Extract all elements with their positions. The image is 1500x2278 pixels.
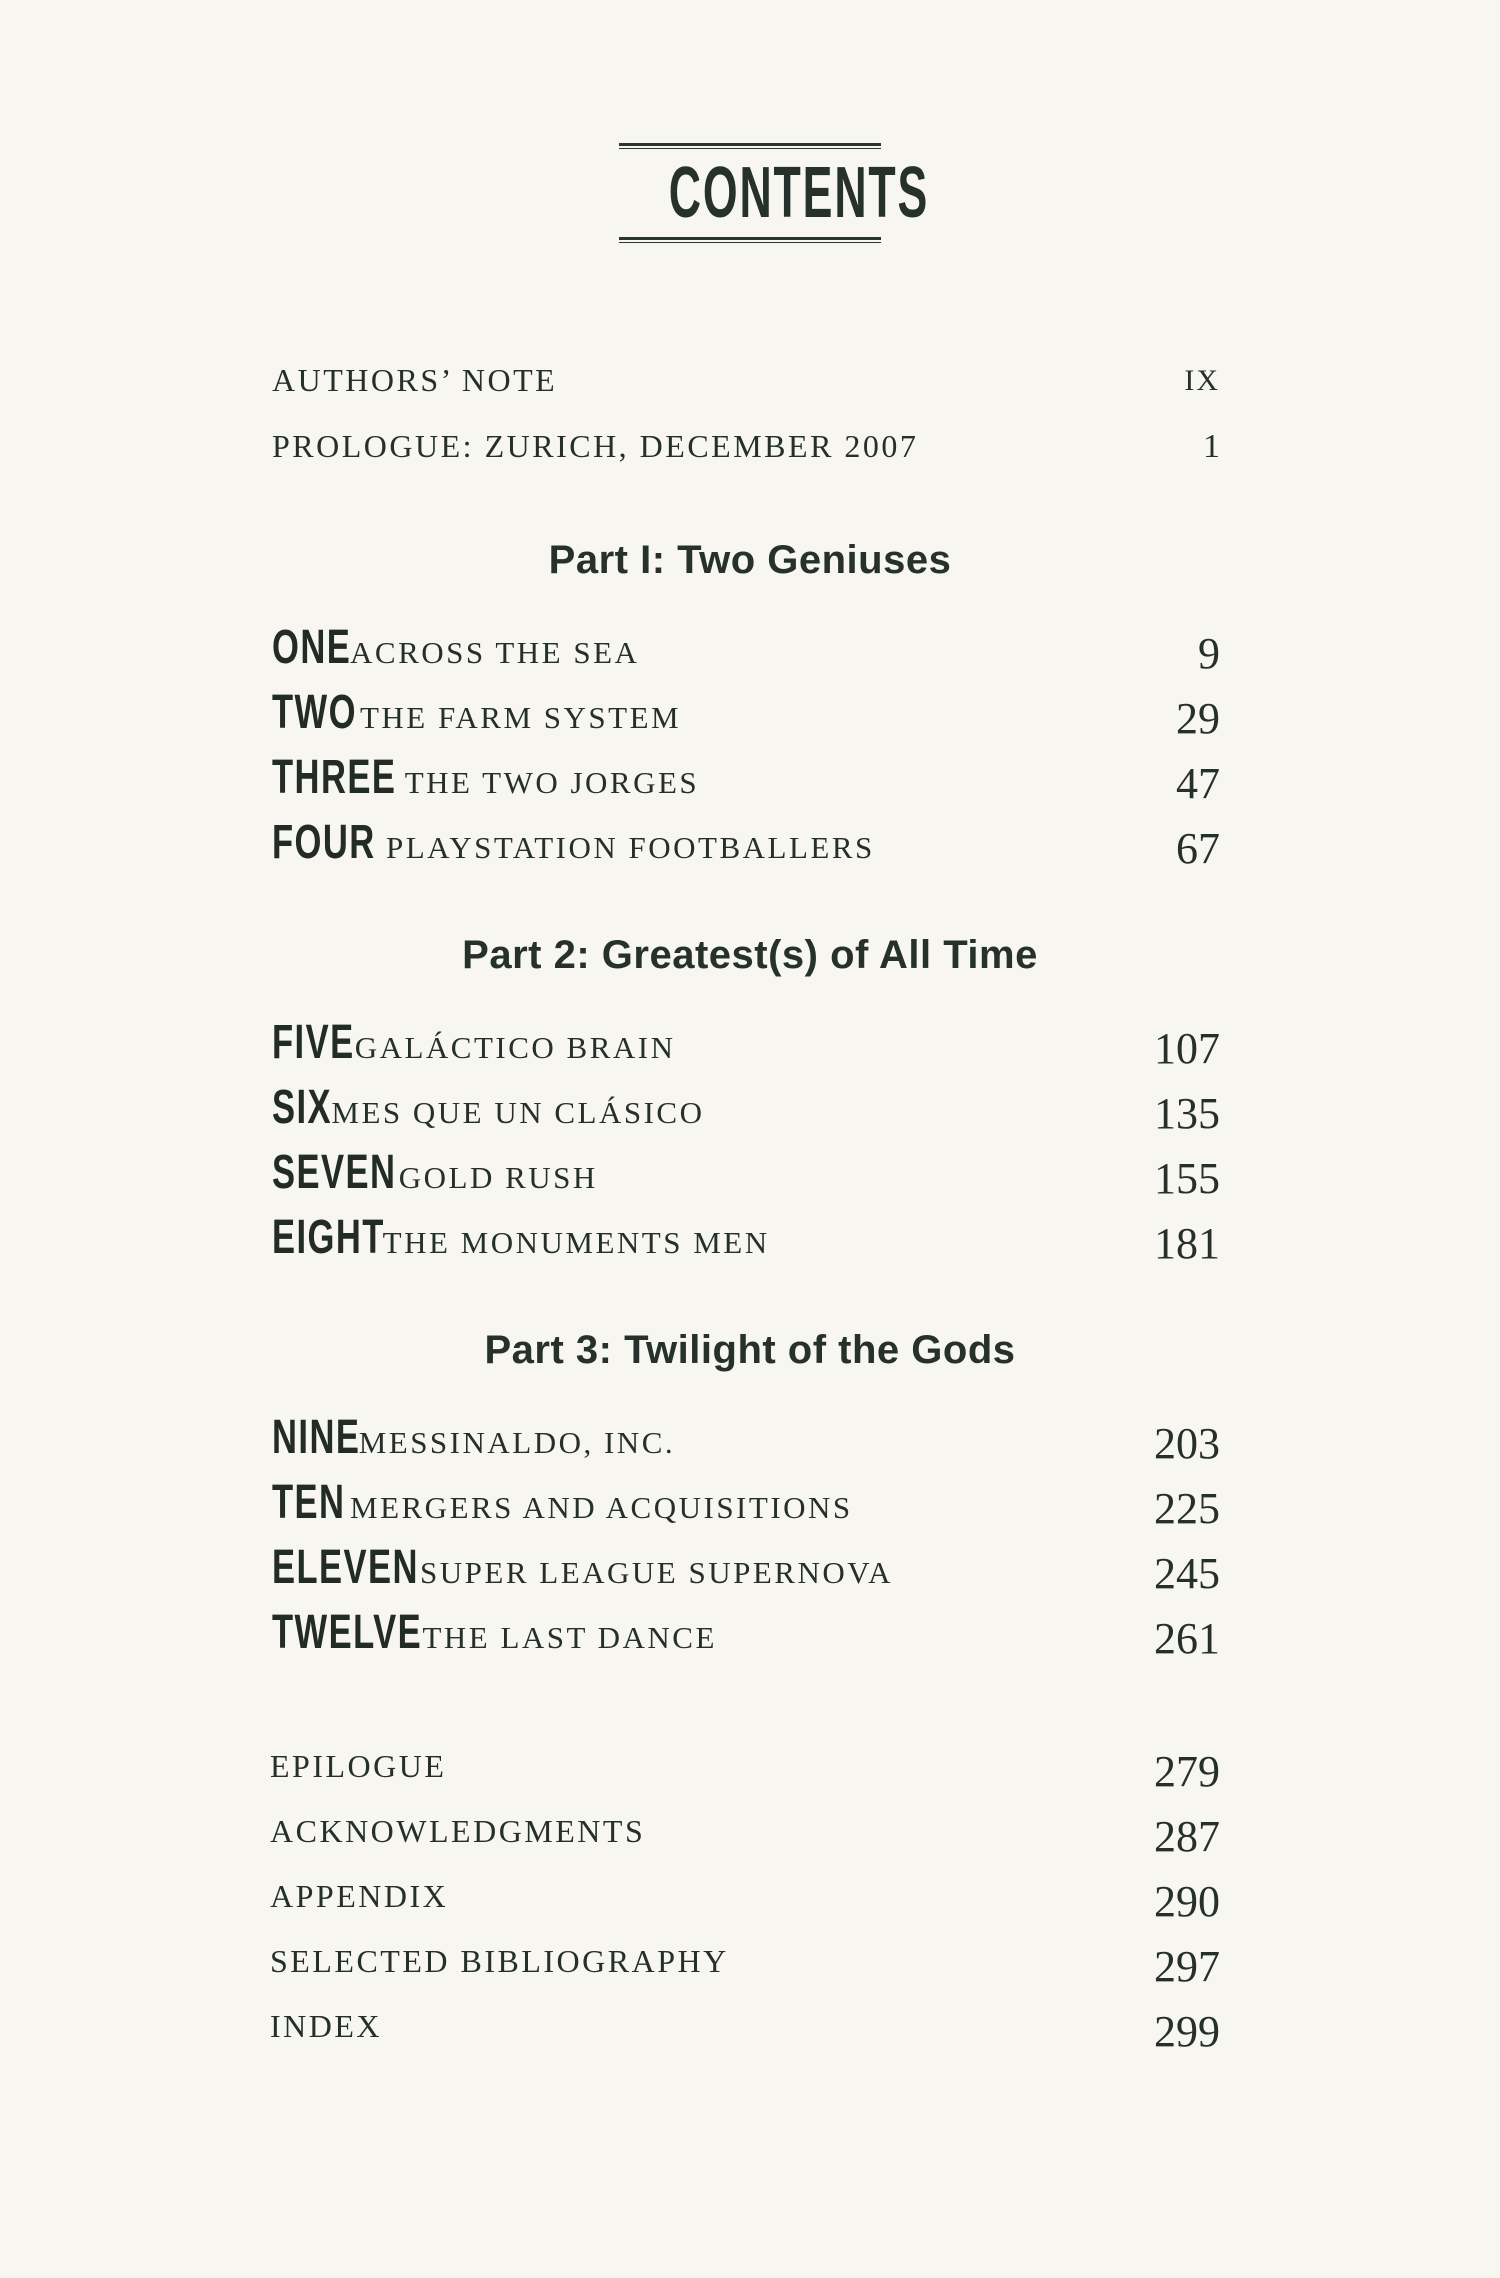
chapter-title: MESSINALDO, INC. [358, 1425, 676, 1460]
entry-page-number: 279 [1154, 1747, 1220, 1796]
chapter-number: THREE [272, 751, 397, 804]
chapter-line [272, 685, 681, 740]
chapter-number: ONE [272, 621, 352, 674]
toc-entry-index[interactable] [0, 2008, 1500, 2072]
chapter-line [272, 1605, 717, 1660]
entry-label: PROLOGUE: ZURICH, DECEMBER 2007 [272, 428, 919, 464]
toc-entry-appendix[interactable] [0, 1878, 1500, 1942]
entry-page-number: 29 [1176, 694, 1220, 743]
entry-page-number: 47 [1176, 759, 1220, 808]
chapter-title: THE LAST DANCE [422, 1620, 717, 1655]
entry-page-number: 290 [1154, 1877, 1220, 1926]
chapter-title: THE TWO JORGES [404, 765, 700, 800]
toc-entry-selected-bibliography[interactable] [0, 1943, 1500, 2007]
entry-page-number: 107 [1154, 1024, 1220, 1073]
chapter-line [272, 1410, 675, 1465]
toc-entry-authors-note[interactable] [0, 362, 1500, 426]
chapter-title: THE MONUMENTS MEN [382, 1225, 770, 1260]
entry-page-number: 245 [1154, 1549, 1220, 1598]
chapter-line [272, 1145, 598, 1200]
entry-label: APPENDIX [270, 1878, 449, 1914]
title-block [619, 143, 930, 243]
chapter-number: TWELVE [272, 1606, 423, 1659]
chapter-number: TWO [272, 686, 357, 739]
chapter-number: FIVE [272, 1016, 355, 1069]
chapter-title: ACROSS THE SEA [350, 635, 640, 670]
entry-page-number: 203 [1154, 1419, 1220, 1468]
chapter-number: EIGHT [272, 1211, 385, 1264]
entry-label: EPILOGUE [270, 1748, 447, 1784]
chapter-title: SUPER LEAGUE SUPERNOVA [420, 1555, 894, 1590]
entry-page-number: 299 [1154, 2007, 1220, 2056]
entry-page-number: 287 [1154, 1812, 1220, 1861]
entry-page-number: 181 [1154, 1219, 1220, 1268]
title-rule-bottom [619, 237, 881, 243]
entry-page-number: 297 [1154, 1942, 1220, 1991]
toc-entry-chapter-twelve[interactable] [0, 1605, 1500, 1669]
toc-entry-chapter-eleven[interactable] [0, 1540, 1500, 1604]
chapter-line [272, 750, 699, 805]
part-heading-1: Part I: Two Geniuses [548, 538, 952, 582]
chapter-number: SIX [272, 1081, 333, 1134]
chapter-number: FOUR [272, 816, 376, 869]
entry-page-number: 225 [1154, 1484, 1220, 1533]
part-heading-2: Part 2: Greatest(s) of All Time [462, 933, 1038, 977]
chapter-line [272, 1210, 770, 1265]
entry-label: SELECTED BIBLIOGRAPHY [270, 1943, 729, 1979]
chapter-title: MES QUE UN CLÁSICO [331, 1095, 705, 1130]
chapter-title: GALÁCTICO BRAIN [354, 1030, 676, 1065]
chapter-number: SEVEN [272, 1146, 397, 1199]
entry-label: INDEX [270, 2008, 383, 2044]
chapter-line [272, 815, 875, 870]
toc-entry-chapter-one[interactable] [0, 620, 1500, 684]
part-heading-3: Part 3: Twilight of the Gods [484, 1328, 1016, 1372]
toc-entry-chapter-four[interactable] [0, 815, 1500, 879]
toc-entry-chapter-three[interactable] [0, 750, 1500, 814]
entry-page-number: 135 [1154, 1089, 1220, 1138]
chapter-title: PLAYSTATION FOOTBALLERS [385, 830, 875, 865]
chapter-title: MERGERS AND ACQUISITIONS [350, 1490, 853, 1525]
chapter-number: ELEVEN [272, 1541, 419, 1594]
toc-entry-chapter-ten[interactable] [0, 1475, 1500, 1539]
toc-entry-prologue[interactable] [0, 428, 1500, 492]
entry-label: AUTHORS’ NOTE [272, 362, 558, 398]
chapter-number: NINE [272, 1411, 361, 1464]
entry-page-number: 9 [1198, 629, 1220, 678]
entry-label: ACKNOWLEDGMENTS [270, 1813, 646, 1849]
chapter-number: TEN [272, 1476, 346, 1529]
entry-page-number: 1 [1203, 428, 1220, 465]
chapter-title: GOLD RUSH [398, 1160, 598, 1195]
chapter-line [272, 1540, 893, 1595]
chapter-line [272, 620, 639, 675]
toc-entry-epilogue[interactable] [0, 1748, 1500, 1812]
toc-entry-chapter-five[interactable] [0, 1015, 1500, 1079]
toc-entry-chapter-seven[interactable] [0, 1145, 1500, 1209]
toc-entry-acknowledgments[interactable] [0, 1813, 1500, 1877]
entry-page-number: 67 [1176, 824, 1220, 873]
toc-entry-chapter-six[interactable] [0, 1080, 1500, 1144]
chapter-line [272, 1080, 704, 1135]
entry-page-number: 155 [1154, 1154, 1220, 1203]
chapter-line [272, 1015, 676, 1070]
toc-entry-chapter-nine[interactable] [0, 1410, 1500, 1474]
entry-page-number: IX [1184, 364, 1220, 397]
toc-entry-chapter-eight[interactable] [0, 1210, 1500, 1274]
toc-entry-chapter-two[interactable] [0, 685, 1500, 749]
chapter-title: THE FARM SYSTEM [359, 700, 682, 735]
entry-page-number: 261 [1154, 1614, 1220, 1663]
chapter-line [272, 1475, 853, 1530]
page-title: CONTENTS [668, 153, 930, 233]
